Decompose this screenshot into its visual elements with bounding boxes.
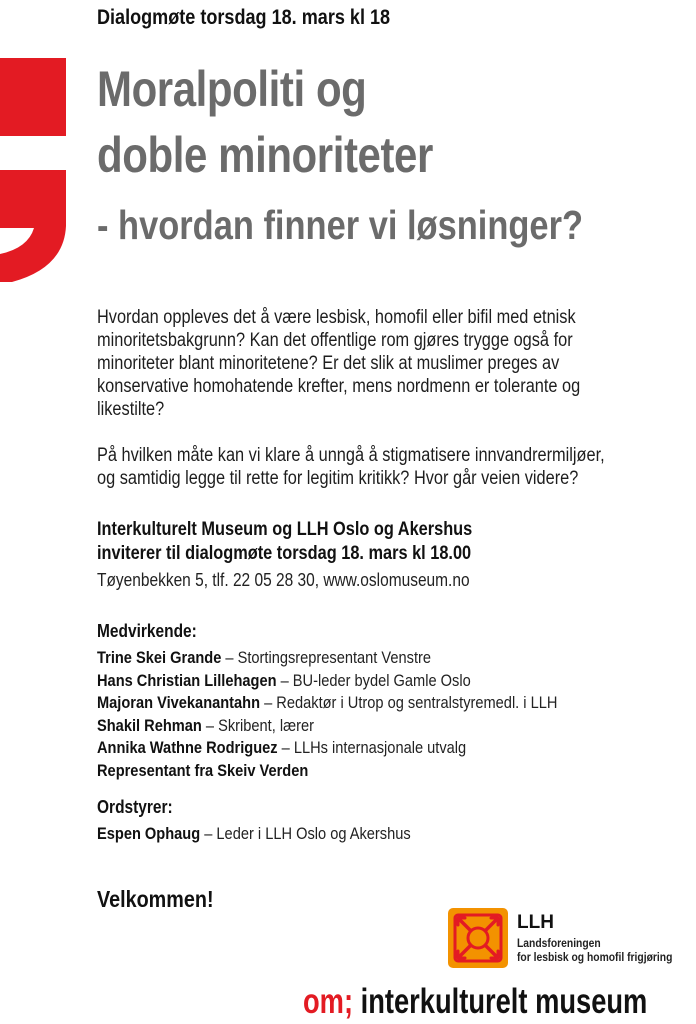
subtitle: - hvordan finner vi løsninger?: [97, 202, 584, 248]
participant-item: [97, 760, 557, 783]
paragraph-line: Hvordan oppleves det å være lesbisk, homofil eller bifil med etnisk: [97, 307, 576, 328]
title-line-1: Moralpoliti og: [97, 61, 367, 117]
participant-role: – LLHs internasjonale utvalg: [277, 738, 467, 758]
museum-logo-name: interkulturelt museum: [353, 982, 648, 1021]
participants-list: [97, 647, 557, 783]
participant-role: – BU-leder bydel Gamle Oslo: [276, 670, 471, 690]
participant-name: Representant fra Skeiv Verden: [97, 760, 309, 780]
participant-item: [97, 737, 557, 760]
llh-subtitle-line-1: Landsforeningen: [517, 936, 601, 950]
intro-paragraph-1: [97, 306, 647, 421]
moderator-role: – Leder i LLH Oslo og Akershus: [200, 824, 411, 843]
host-line-1: Interkulturelt Museum og LLH Oslo og Akershus: [97, 519, 473, 540]
address-line: Tøyenbekken 5, tlf. 22 05 28 30, www.oslomuseum.no: [97, 570, 470, 590]
paragraph-line: minoritetsbakgrunn? Kan det offentlige rom gjøres trygge også for: [97, 330, 573, 351]
museum-logo: [303, 982, 647, 1022]
paragraph-line: minoriteter blant minoritetene? Er det slik at muslimer preges av: [97, 353, 560, 374]
moderator-item: [97, 823, 411, 846]
participant-role: – Redaktør i Utrop og sentralstyremedl. i LLH: [260, 693, 558, 713]
participant-name: Hans Christian Lillehagen: [97, 670, 277, 690]
moderator-list: [97, 823, 411, 846]
participant-role: – Skribent, lærer: [201, 715, 314, 735]
moderator-name: Espen Ophaug: [97, 824, 201, 843]
museum-logo-prefix: om;: [303, 982, 354, 1021]
participant-item: [97, 670, 557, 693]
paragraph-line: konservative homohatende krefter, mens nordmenn er tolerante og: [97, 376, 581, 397]
welcome-text: Velkommen!: [97, 886, 214, 912]
participant-item: [97, 647, 557, 670]
paragraph-line: og samtidig legge til rette for legitim kritikk? Hvor går veien videre?: [97, 468, 579, 489]
llh-logo-icon: [448, 908, 508, 968]
intro-paragraph-2: [97, 444, 647, 490]
llh-name: LLH: [517, 912, 554, 933]
title-line-2: doble minoriteter: [97, 127, 433, 183]
participant-name: Shakil Rehman: [97, 715, 202, 735]
participant-role: – Stortingsrepresentant Venstre: [221, 648, 432, 667]
paragraph-line: likestilte?: [97, 399, 165, 420]
moderator-heading: Ordstyrer:: [97, 797, 173, 817]
participant-item: [97, 715, 557, 738]
participant-name: Majoran Vivekanantahn: [97, 693, 261, 713]
paragraph-line: På hvilken måte kan vi klare å unngå å stigmatisere innvandrermiljøer,: [97, 445, 605, 466]
red-comma-icon: [0, 58, 66, 283]
participant-name: Trine Skei Grande: [97, 648, 222, 667]
participant-name: Annika Wathne Rodriguez: [97, 738, 278, 758]
participants-heading: Medvirkende:: [97, 621, 197, 641]
event-date-heading: Dialogmøte torsdag 18. mars kl 18: [97, 6, 391, 29]
host-line-2: inviterer til dialogmøte torsdag 18. mars kl 18.00: [97, 543, 472, 564]
llh-subtitle-line-2: for lesbisk og homofil frigjøring: [517, 950, 673, 964]
participant-item: [97, 692, 557, 715]
